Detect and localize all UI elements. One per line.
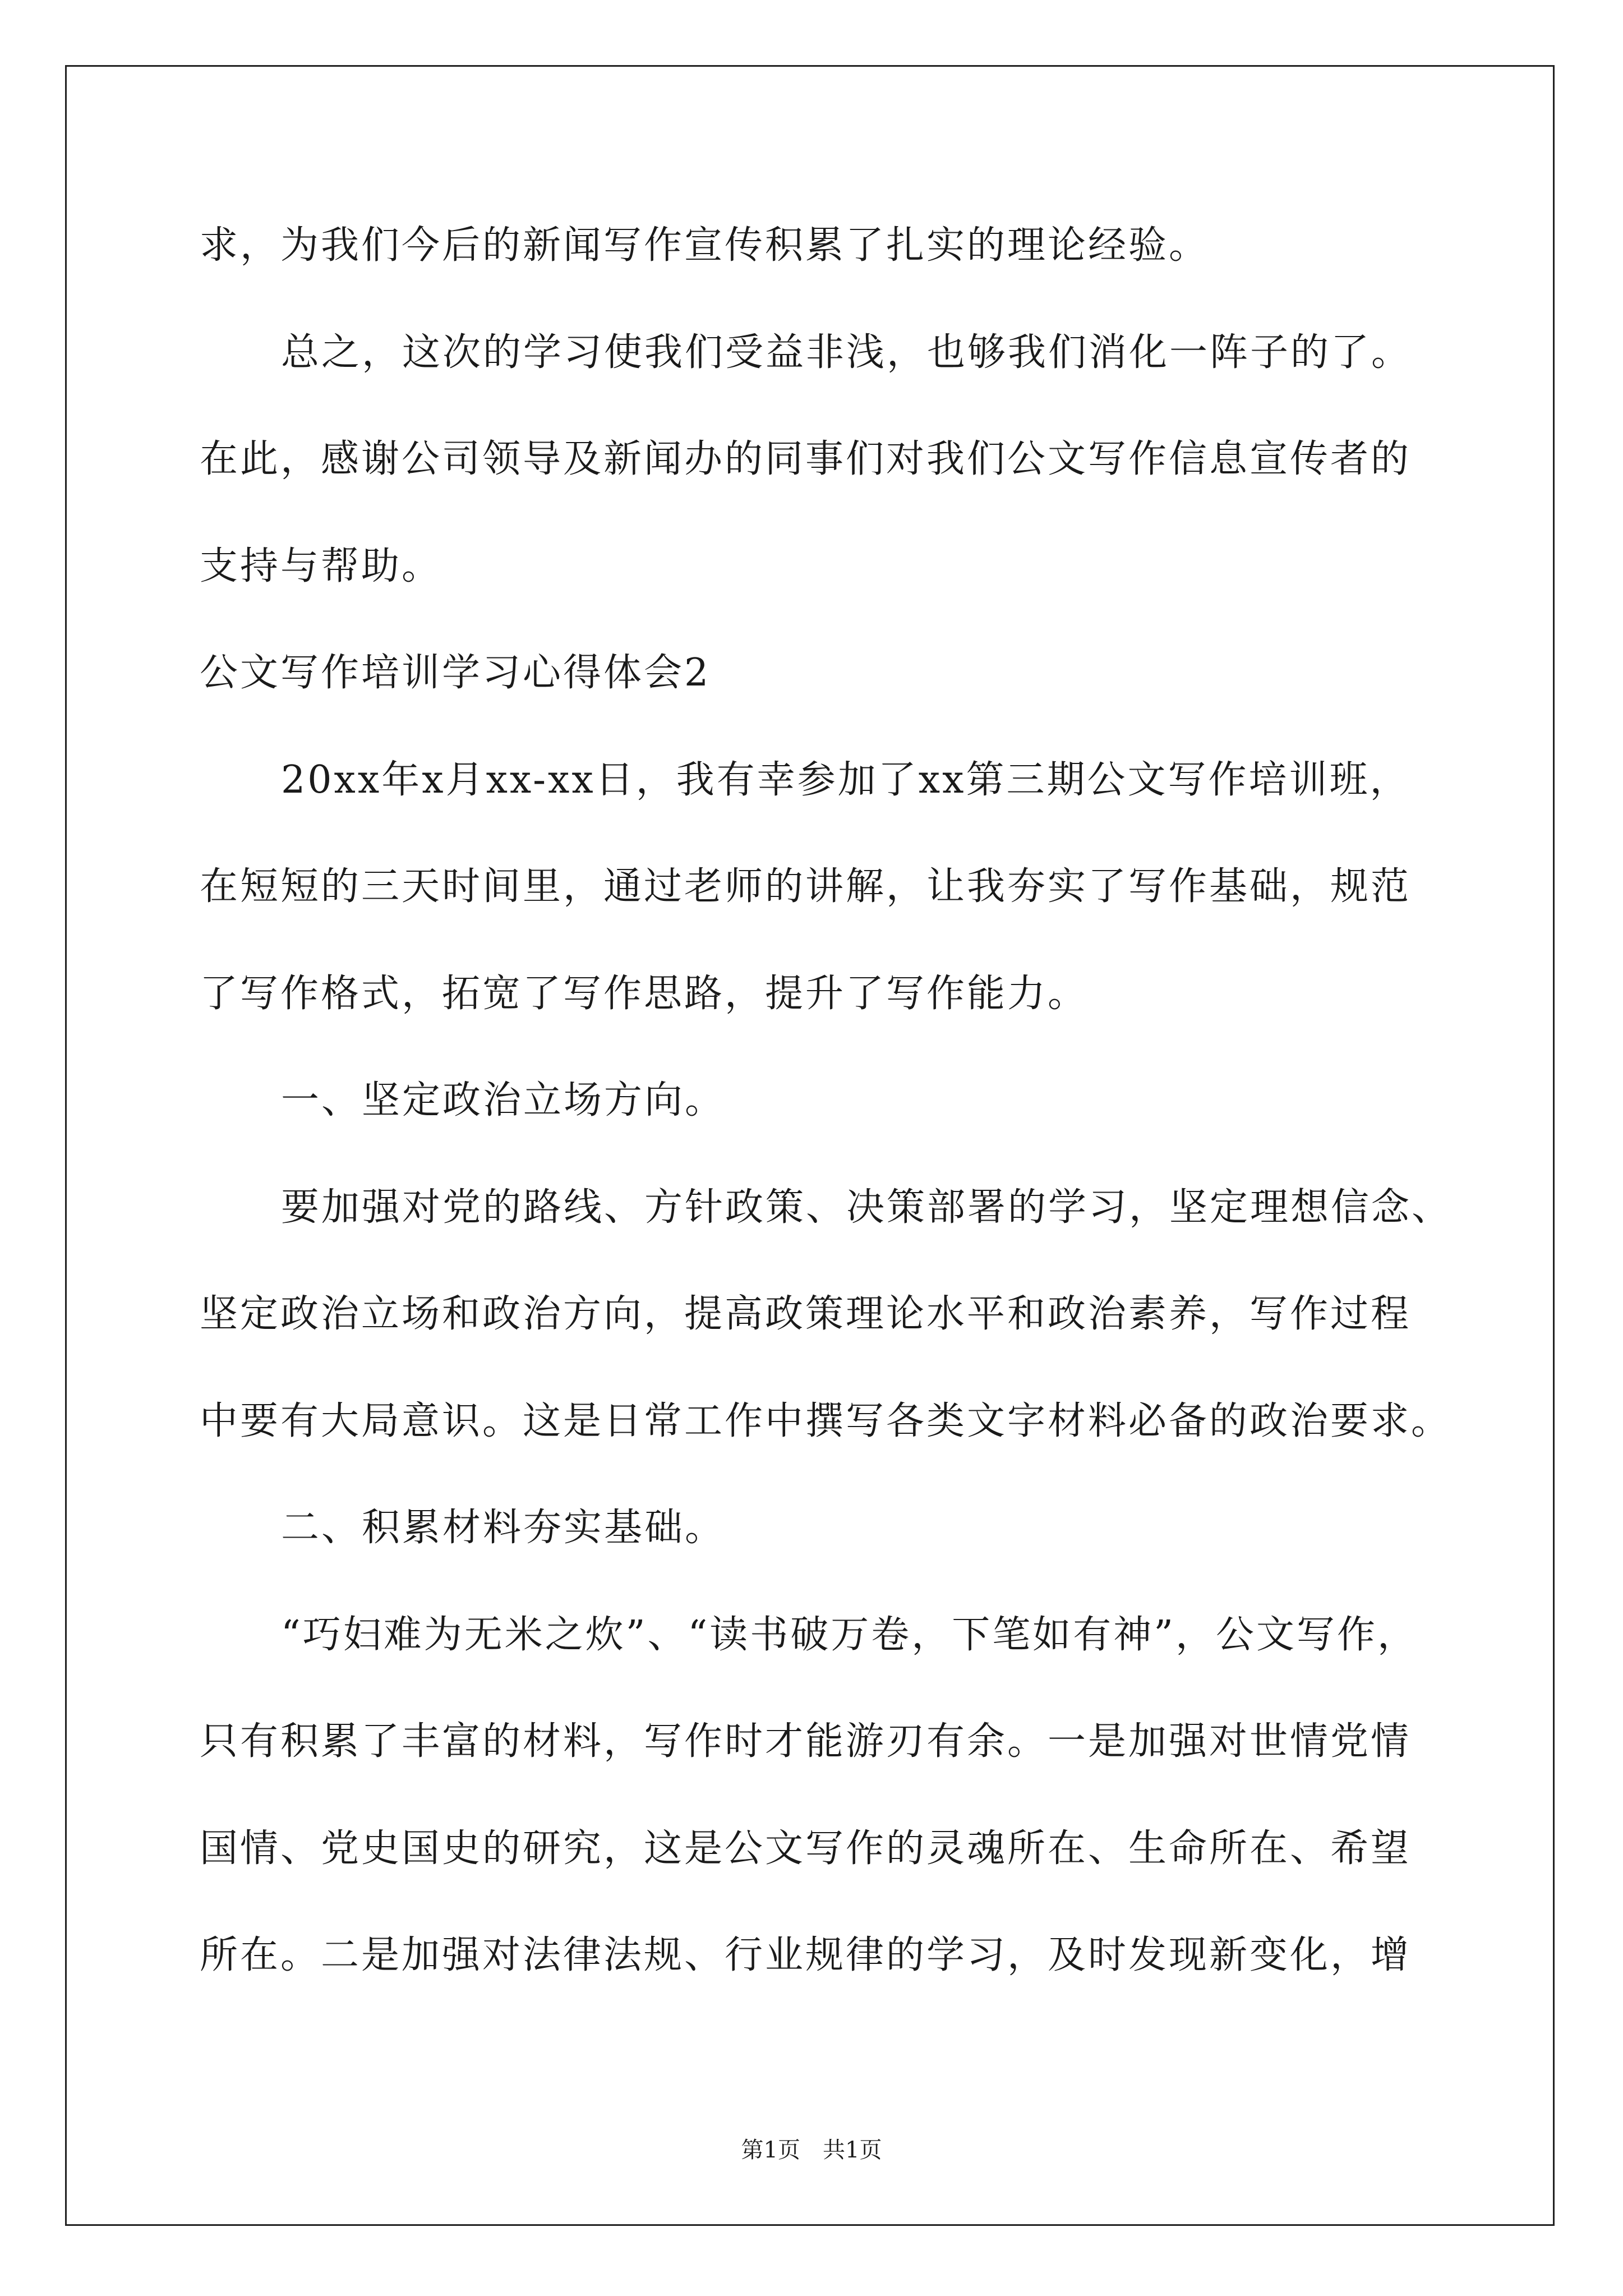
text-line: 总之，这次的学习使我们受益非浅，也够我们消化一阵子的了。: [281, 330, 1412, 375]
text-line: 一、坚定政治立场方向。: [281, 1078, 726, 1122]
text-line: 支持与帮助。: [200, 544, 442, 588]
text-line: 在短短的三天时间里，通过老师的讲解，让我夯实了写作基础，规范: [200, 864, 1412, 909]
text-line: 所在。二是加强对法律法规、行业规律的学习，及时发现新变化，增: [200, 1933, 1412, 1977]
text-line: 要加强对党的路线、方针政策、决策部署的学习，坚定理想信念、: [281, 1185, 1453, 1230]
text-line: 求，为我们今后的新闻写作宣传积累了扎实的理论经验。: [200, 223, 1210, 268]
text-line: 20xx年x月xx-xx日，我有幸参加了xx第三期公文写作培训班，: [281, 758, 1410, 802]
text-line: “巧妇难为无米之炊”、“读书破万卷，下笔如有神”，公文写作，: [281, 1613, 1418, 1657]
text-line: 公文写作培训学习心得体会2: [200, 651, 711, 695]
text-line: 坚定政治立场和政治方向，提高政策理论水平和政治素养，写作过程: [200, 1292, 1412, 1336]
page-border: [65, 65, 1555, 2226]
text-line: 二、积累材料夯实基础。: [281, 1506, 726, 1550]
text-line: 了写作格式，拓宽了写作思路，提升了写作能力。: [200, 972, 1089, 1016]
text-line: 中要有大局意识。这是日常工作中撰写各类文字材料必备的政治要求。: [200, 1399, 1452, 1443]
text-line: 只有积累了丰富的材料，写作时才能游刃有余。一是加强对世情党情: [200, 1719, 1412, 1764]
text-line: 国情、党史国史的研究，这是公文写作的灵魂所在、生命所在、希望: [200, 1826, 1412, 1871]
text-line: 在此，感谢公司领导及新闻办的同事们对我们公文写作信息宣传者的: [200, 437, 1412, 481]
page-footer: 第1页 共1页: [741, 2137, 882, 2163]
